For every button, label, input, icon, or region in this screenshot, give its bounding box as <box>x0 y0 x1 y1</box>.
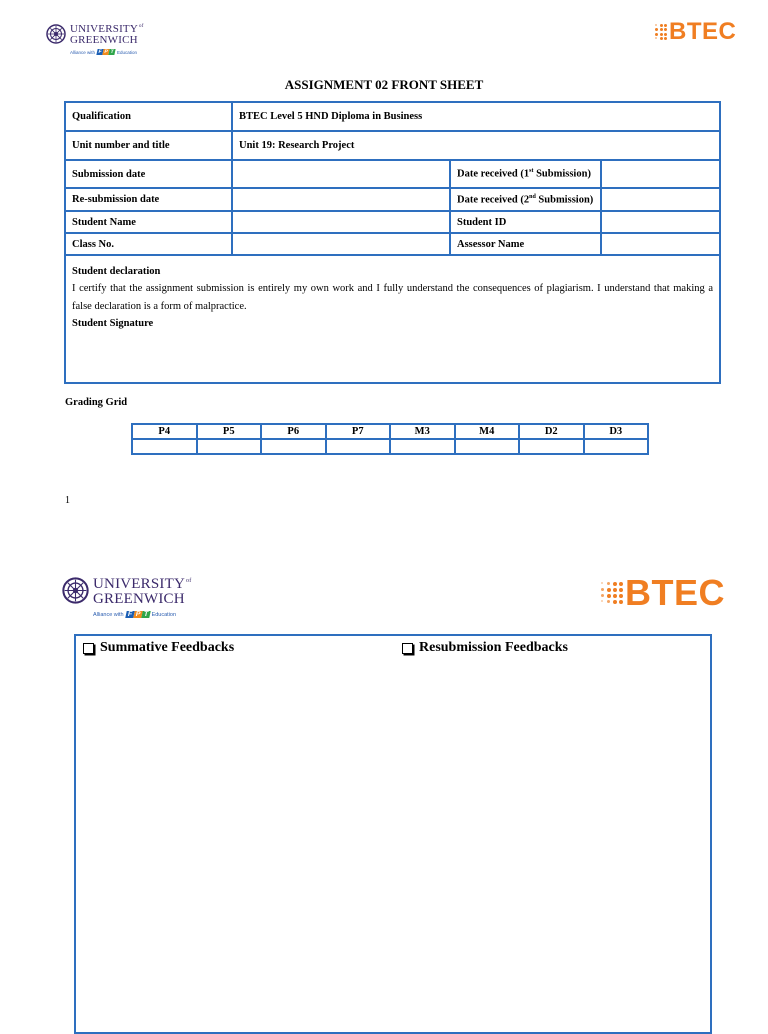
alliance-prefix: Alliance with <box>93 611 124 618</box>
grade-cell-m4[interactable] <box>455 439 520 454</box>
greenwich-word: GREENWICH <box>93 591 185 607</box>
date-received-first-label: Date received (1st Submission) <box>450 160 601 188</box>
grade-cell-d2[interactable] <box>519 439 584 454</box>
fpt-p: P <box>134 611 141 618</box>
alliance-tagline <box>93 611 191 618</box>
alliance-tagline <box>70 49 144 55</box>
class-row <box>65 233 720 255</box>
unit-row <box>65 131 720 160</box>
student-name-row <box>65 211 720 233</box>
grade-header-m3: M3 <box>390 424 455 439</box>
grade-cell-d3[interactable] <box>584 439 649 454</box>
declaration-cell <box>65 255 720 383</box>
fpt-logo <box>126 611 150 618</box>
greenwich-word: GREENWICH <box>70 34 138 46</box>
university-of-greenwich-logo <box>46 24 144 55</box>
grade-cell-p6[interactable] <box>261 439 326 454</box>
resubmission-date-label: Re-submission date <box>65 188 232 211</box>
front-sheet-table <box>64 101 721 384</box>
university-of-greenwich-logo-page-2 <box>62 577 191 618</box>
university-crest-icon <box>62 577 89 604</box>
grade-header-p7: P7 <box>326 424 391 439</box>
date-received-second-label: Date received (2nd Submission) <box>450 188 601 211</box>
university-crest-icon <box>46 24 66 44</box>
grading-grid-table <box>131 423 649 455</box>
resubmission-feedback-label: Resubmission Feedbacks <box>419 640 568 655</box>
btec-logo <box>655 18 736 46</box>
submission-date-label: Submission date <box>65 160 232 188</box>
alliance-prefix: Alliance with <box>70 49 96 55</box>
btec-wordmark: BTEC <box>625 572 725 613</box>
class-no-field[interactable] <box>232 233 450 255</box>
declaration-line-2: I understand that making a false declaration is a form of malpractice. <box>72 283 714 312</box>
resubmission-feedback-heading <box>402 640 568 656</box>
declaration-text <box>72 280 713 316</box>
fpt-p: P <box>103 49 109 55</box>
assessor-name-field[interactable] <box>601 233 720 255</box>
alliance-suffix: Education <box>151 611 177 618</box>
declaration-row <box>65 255 720 383</box>
unit-value: Unit 19: Research Project <box>232 131 720 160</box>
qualification-label: Qualification <box>65 102 232 131</box>
class-no-label: Class No. <box>65 233 232 255</box>
assessor-name-label: Assessor Name <box>450 233 601 255</box>
grade-cell-p5[interactable] <box>197 439 262 454</box>
fpt-f: F <box>97 49 103 55</box>
declaration-title: Student declaration <box>72 266 161 277</box>
student-signature-label: Student Signature <box>72 318 154 329</box>
fpt-t: T <box>142 611 149 618</box>
qualification-value: BTEC Level 5 HND Diploma in Business <box>232 102 720 131</box>
page-number: 1 <box>65 495 70 506</box>
feedback-box <box>74 634 712 1034</box>
grade-header-m4: M4 <box>455 424 520 439</box>
university-of-word: of <box>139 24 144 30</box>
btec-dots-icon <box>655 24 667 41</box>
grading-value-row <box>132 439 648 454</box>
resubmission-date-field[interactable] <box>232 188 450 211</box>
university-word: UNIVERSITY <box>93 576 185 592</box>
grade-cell-p4[interactable] <box>132 439 197 454</box>
btec-dots-icon <box>601 582 623 604</box>
student-name-label: Student Name <box>65 211 232 233</box>
student-id-label: Student ID <box>450 211 601 233</box>
grading-header-row <box>132 424 648 439</box>
submission-row <box>65 160 720 188</box>
resubmission-row <box>65 188 720 211</box>
fpt-t: T <box>109 49 115 55</box>
grade-header-p4: P4 <box>132 424 197 439</box>
summative-feedback-heading <box>83 640 234 656</box>
resubmission-checkbox-icon[interactable] <box>402 643 413 654</box>
grade-cell-m3[interactable] <box>390 439 455 454</box>
declaration-line-1: I certify that the assignment submission is entirely my own work and I fully understand the consequences of plagiarism. <box>72 283 594 294</box>
btec-logo-page-2 <box>601 572 725 614</box>
student-name-field[interactable] <box>232 211 450 233</box>
fpt-f: F <box>126 611 133 618</box>
grade-header-d3: D3 <box>584 424 649 439</box>
date-received-first-field[interactable] <box>601 160 720 188</box>
summative-feedback-label: Summative Feedbacks <box>100 640 235 655</box>
fpt-logo <box>97 49 115 55</box>
grading-grid-label: Grading Grid <box>65 397 128 408</box>
btec-wordmark: BTEC <box>669 18 737 45</box>
qualification-row <box>65 102 720 131</box>
grade-header-p6: P6 <box>261 424 326 439</box>
university-word: UNIVERSITY <box>70 23 138 35</box>
student-id-field[interactable] <box>601 211 720 233</box>
unit-label: Unit number and title <box>65 131 232 160</box>
summative-checkbox-icon[interactable] <box>83 643 94 654</box>
grade-cell-p7[interactable] <box>326 439 391 454</box>
alliance-suffix: Education <box>117 49 138 55</box>
university-of-word: of <box>186 578 192 584</box>
submission-date-field[interactable] <box>232 160 450 188</box>
grade-header-p5: P5 <box>197 424 262 439</box>
grade-header-d2: D2 <box>519 424 584 439</box>
date-received-second-field[interactable] <box>601 188 720 211</box>
front-sheet-title: ASSIGNMENT 02 FRONT SHEET <box>284 77 484 92</box>
